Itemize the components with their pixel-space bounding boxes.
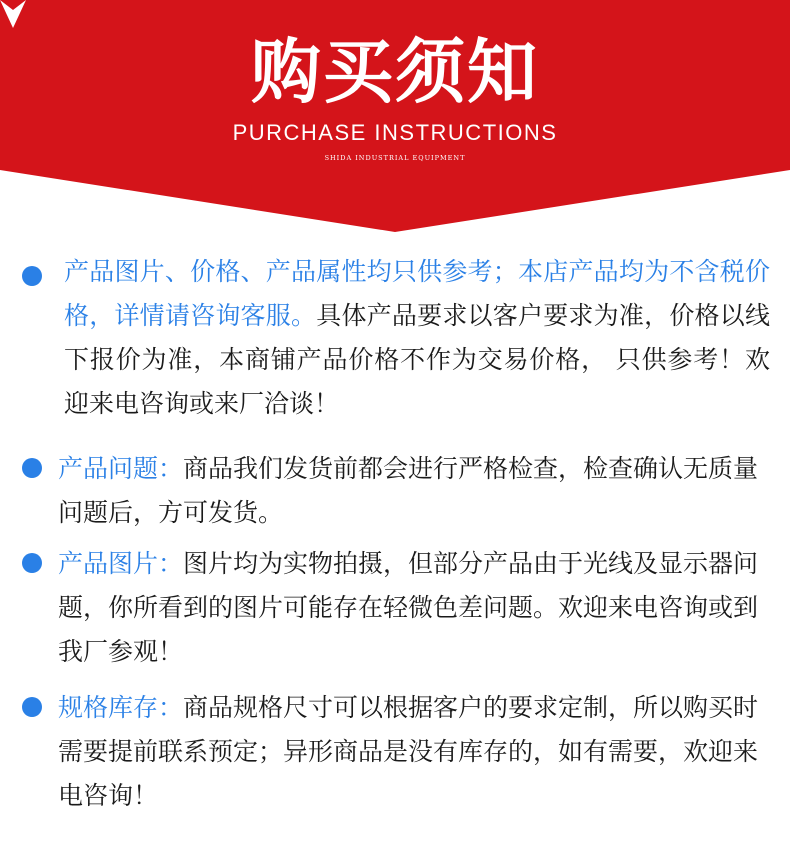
item-body-text: 商品规格尺寸可以根据客户的要求定制，所以购买时需要提前联系预定；异形商品是没有库存的，如有需要，欢迎来电咨询！ <box>58 693 759 810</box>
item-text <box>58 686 770 818</box>
bullet-icon <box>22 553 42 573</box>
item-text <box>58 542 770 674</box>
item-text <box>64 250 770 426</box>
company-name: SHIDA INDUSTRIAL EQUIPMENT <box>324 154 466 162</box>
header-banner <box>0 0 790 232</box>
bullet-icon <box>22 458 42 478</box>
page-title: 购买须知 <box>251 30 539 113</box>
item-label: 规格库存： <box>58 693 184 722</box>
item-highlight-text: 产品图片、价格、产品属性均只供参考；本店产品均为不含税价格，详情请咨询客服。 <box>64 257 770 330</box>
item-body-text: 商品我们发货前都会进行严格检查，检查确认无质量问题后，方可发货。 <box>58 454 759 527</box>
item-body-text: 具体产品要求以客户要求为准，价格以线下报价为准，本商铺产品价格不作为交易价格， 只供参考！欢迎来电咨询或来厂洽谈！ <box>64 301 770 418</box>
bullet-icon <box>22 266 42 286</box>
page-subtitle: PURCHASE INSTRUCTIONS <box>232 120 558 145</box>
chevron-down-icon <box>0 0 26 28</box>
item-text <box>58 447 770 535</box>
item-body-text: 图片均为实物拍摄，但部分产品由于光线及显示器问题，你所看到的图片可能存在轻微色差问题。欢迎来电咨询或到我厂参观！ <box>58 549 759 666</box>
item-label: 产品问题： <box>58 454 184 483</box>
item-label: 产品图片： <box>58 549 184 578</box>
bullet-icon <box>22 697 42 717</box>
